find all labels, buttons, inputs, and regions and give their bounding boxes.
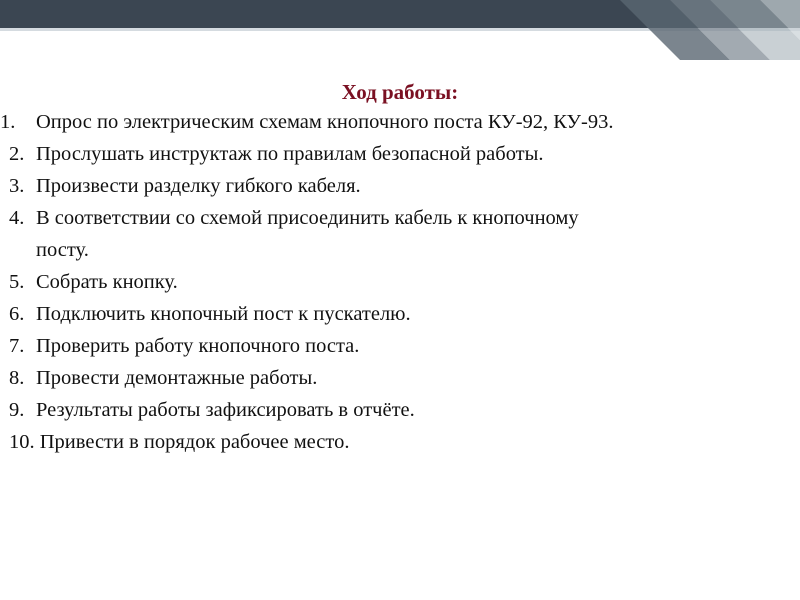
item-text: Собрать кнопку. — [36, 271, 178, 293]
list-item — [0, 394, 800, 426]
item-number: 3. — [9, 175, 25, 197]
list-item — [0, 426, 800, 458]
item-text: Подключить кнопочный пост к пускателю. — [36, 303, 411, 325]
item-number: 4. — [9, 207, 25, 229]
item-text: В соответствии со схемой присоединить кабель к кнопочному — [36, 207, 579, 229]
list-item — [0, 202, 800, 234]
item-number: 8. — [9, 367, 25, 389]
list-item — [0, 266, 800, 298]
slide-title: Ход работы: — [341, 80, 459, 104]
item-number: 7. — [9, 335, 25, 357]
item-number: 5. — [9, 271, 25, 293]
item-text: Привести в порядок рабочее место. — [39, 431, 350, 453]
list-item — [0, 138, 800, 170]
list-item — [0, 362, 800, 394]
list-item-continuation — [0, 234, 800, 266]
item-text-continuation: посту. — [36, 239, 89, 261]
work-steps-list — [0, 106, 800, 458]
item-text: Прослушать инструктаж по правилам безопасной работы. — [36, 143, 544, 165]
item-number: 2. — [9, 143, 25, 165]
item-text: Проверить работу кнопочного поста. — [36, 335, 360, 357]
item-number: 9. — [9, 399, 25, 421]
item-text: Провести демонтажные работы. — [36, 367, 318, 389]
list-item — [0, 170, 800, 202]
item-text: Результаты работы зафиксировать в отчёте. — [36, 399, 415, 421]
list-item — [0, 330, 800, 362]
item-text: Опрос по электрическим схемам кнопочного поста КУ-92, КУ-93. — [36, 111, 614, 133]
item-number: 1. — [0, 111, 16, 133]
corner-decoration — [470, 0, 800, 60]
item-number: 6. — [9, 303, 25, 325]
item-number: 10. — [9, 431, 35, 453]
item-text: Произвести разделку гибкого кабеля. — [36, 175, 361, 197]
list-item — [0, 298, 800, 330]
list-item — [0, 106, 800, 138]
